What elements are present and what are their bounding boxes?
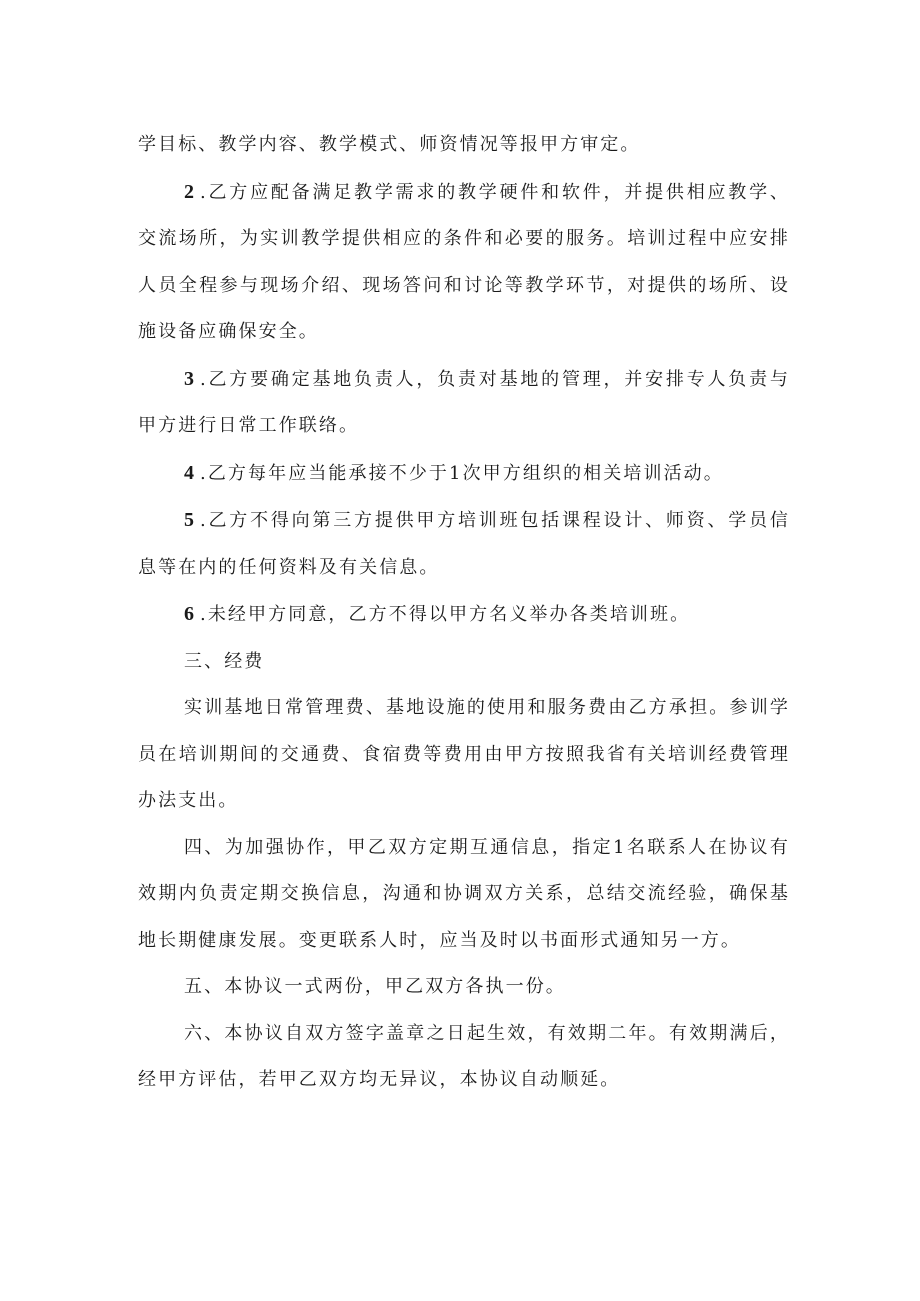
paragraph-text: .乙方不得向第三方提供甲方培训班包括课程设计、师资、学员信息等在内的任何资料及有关信息。 xyxy=(138,510,790,578)
item-number: 3 xyxy=(184,367,194,390)
paragraph-section-five xyxy=(138,964,790,1011)
paragraph-section-four xyxy=(138,825,790,965)
paragraph-text: 四、为加强协作，甲乙双方定期互通信息，指定1名联系人在协议有效期内负责定期交换信息，沟通和协调双方关系，总结交流经验，确保基地长期健康发展。变更联系人时，应当及时以书面形式通知另一方。 xyxy=(138,836,790,951)
paragraph-item-3 xyxy=(138,356,790,450)
section-heading-funding xyxy=(138,639,790,686)
paragraph-text: .乙方应配备满足教学需求的教学硬件和软件，并提供相应教学、交流场所，为实训教学提供相应的条件和必要的服务。培训过程中应安排人员全程参与现场介绍、现场答问和讨论等教学环节，对提供的场所、设施设备应确保安全。 xyxy=(138,181,790,342)
paragraph-text: 学目标、教学内容、教学模式、师资情况等报甲方审定。 xyxy=(138,134,641,155)
paragraph-item-5 xyxy=(138,497,790,591)
item-number: 6 xyxy=(184,603,194,625)
paragraph-text: 实训基地日常管理费、基地设施的使用和服务费由乙方承担。参训学员在培训期间的交通费、食宿费等费用由甲方按照我省有关培训经费管理办法支出。 xyxy=(138,697,790,811)
paragraph-text: 六、本协议自双方签字盖章之日起生效，有效期二年。有效期满后，经甲方评估，若甲乙双方均无异议，本协议自动顺延。 xyxy=(138,1022,790,1090)
paragraph-item-4 xyxy=(138,450,790,498)
paragraph-funding xyxy=(138,685,790,825)
paragraph-item-2 xyxy=(138,169,790,356)
paragraph-text: .未经甲方同意，乙方不得以甲方名义举办各类培训班。 xyxy=(200,604,691,625)
item-number: 2 xyxy=(184,180,194,203)
paragraph-text: .乙方要确定基地负责人，负责对基地的管理，并安排专人负责与甲方进行日常工作联络。 xyxy=(138,368,790,436)
item-number: 4 xyxy=(184,461,194,484)
paragraph-section-six xyxy=(138,1011,790,1104)
section-heading-text: 三、经费 xyxy=(184,650,265,672)
paragraph-continuation xyxy=(138,122,790,169)
paragraph-text: .乙方每年应当能承接不少于1次甲方组织的相关培训活动。 xyxy=(200,462,724,484)
paragraph-text: 五、本协议一式两份，甲乙双方各执一份。 xyxy=(184,976,566,997)
item-number: 5 xyxy=(184,509,194,531)
paragraph-item-6 xyxy=(138,591,790,639)
document-body xyxy=(138,122,790,1104)
